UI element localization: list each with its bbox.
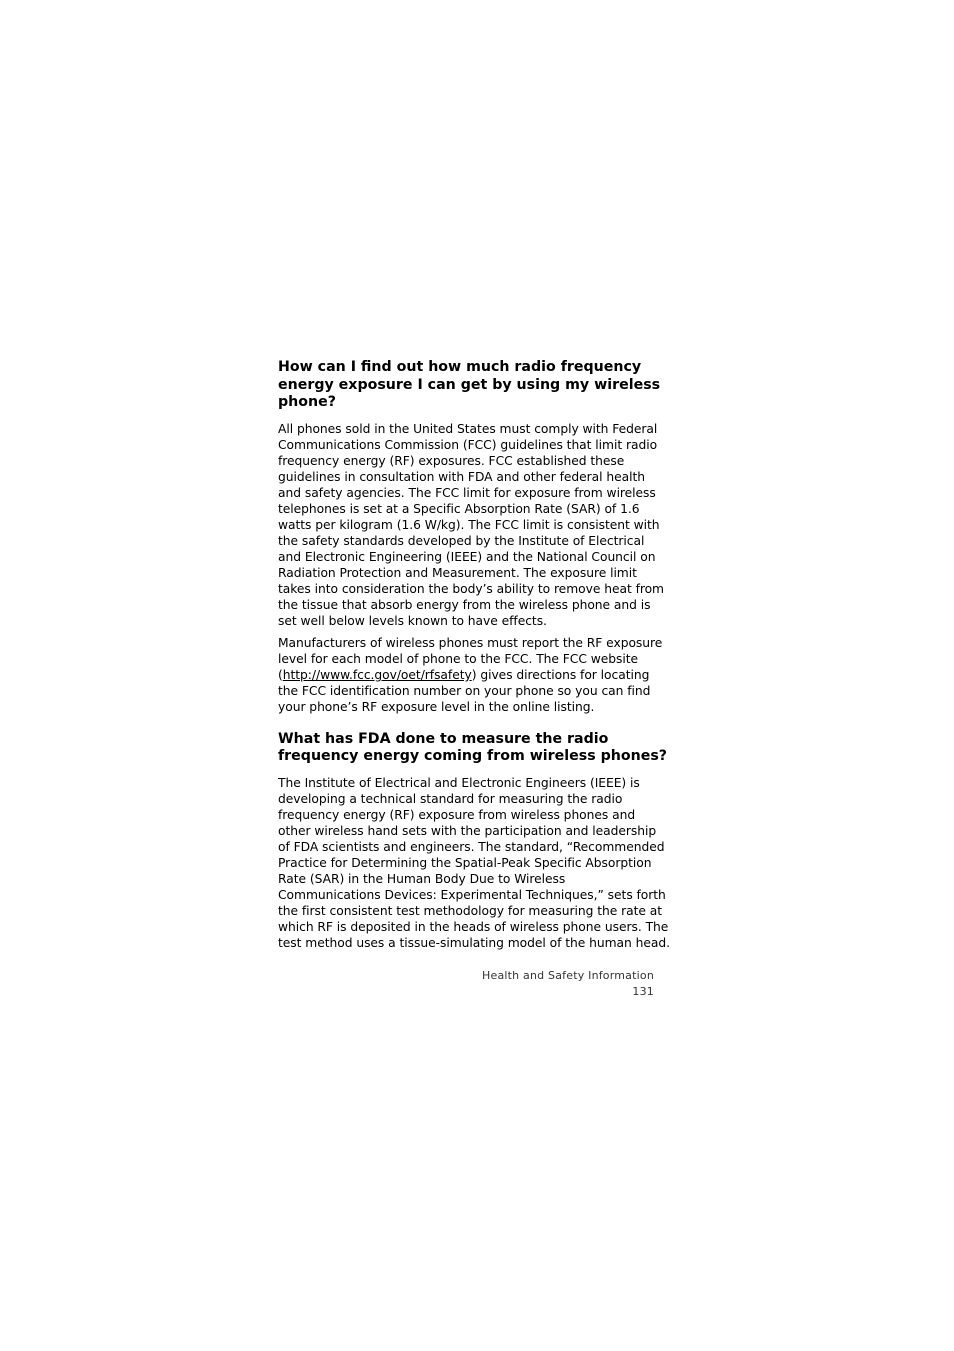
paragraph-text: ) gives directions for locating the FCC identification number on your phone so you can find your phone’s RF exposure level in the online listing. bbox=[278, 667, 651, 715]
page-footer bbox=[482, 968, 654, 1000]
paragraph-ieee-standard: The Institute of Electrical and Electronic Engineers (IEEE) is developing a technical standard for measuring the radio frequency energy (RF) exposure from wireless phones and other wireless hand sets with the participation and leadership of FDA scientists and engineers. The standard, “Recommended Practice for Determining the Spatial-Peak Specific Absorption Rate (SAR) in the Human Body Due to Wireless Communications Devices: Experimental Techniques,” sets forth the first consistent test methodology for measuring the rate at which RF is deposited in the heads of wireless phone users. The test method uses a tissue-simulating model of the human head. bbox=[278, 775, 671, 951]
fcc-rfsafety-link[interactable]: http://www.fcc.gov/oet/rfsafety bbox=[282, 667, 472, 682]
paragraph-fcc-guidelines: All phones sold in the United States must comply with Federal Communications Commission (FCC) guidelines that limit radio frequency energy (RF) exposures. FCC established these guidelines in consultation with FDA and other federal health and safety agencies. The FCC limit for exposure from wireless telephones is set at a Specific Absorption Rate (SAR) of 1.6 watts per kilogram (1.6 W/kg). The FCC limit is consistent with the safety standards developed by the Institute of Electrical and Electronic Engineering (IEEE) and the National Council on Radiation Protection and Measurement. The exposure limit takes into consideration the body’s ability to remove heat from the tissue that absorb energy from the wireless phone and is set well below levels known to have effects. bbox=[278, 421, 664, 629]
document-body bbox=[278, 359, 670, 957]
page-number: 131 bbox=[632, 985, 654, 998]
paragraph-text: Manufacturers of wireless phones must report the RF exposure level for each model of phone to the FCC. The FCC website ( bbox=[278, 635, 663, 682]
footer-section-title: Health and Safety Information bbox=[482, 969, 654, 982]
section-heading-fda-measure: What has FDA done to measure the radio frequency energy coming from wireless phones? bbox=[278, 730, 667, 765]
section-heading-rf-exposure: How can I find out how much radio frequency energy exposure I can get by using my wireless phone? bbox=[278, 359, 661, 411]
paragraph-fcc-website bbox=[278, 635, 670, 715]
